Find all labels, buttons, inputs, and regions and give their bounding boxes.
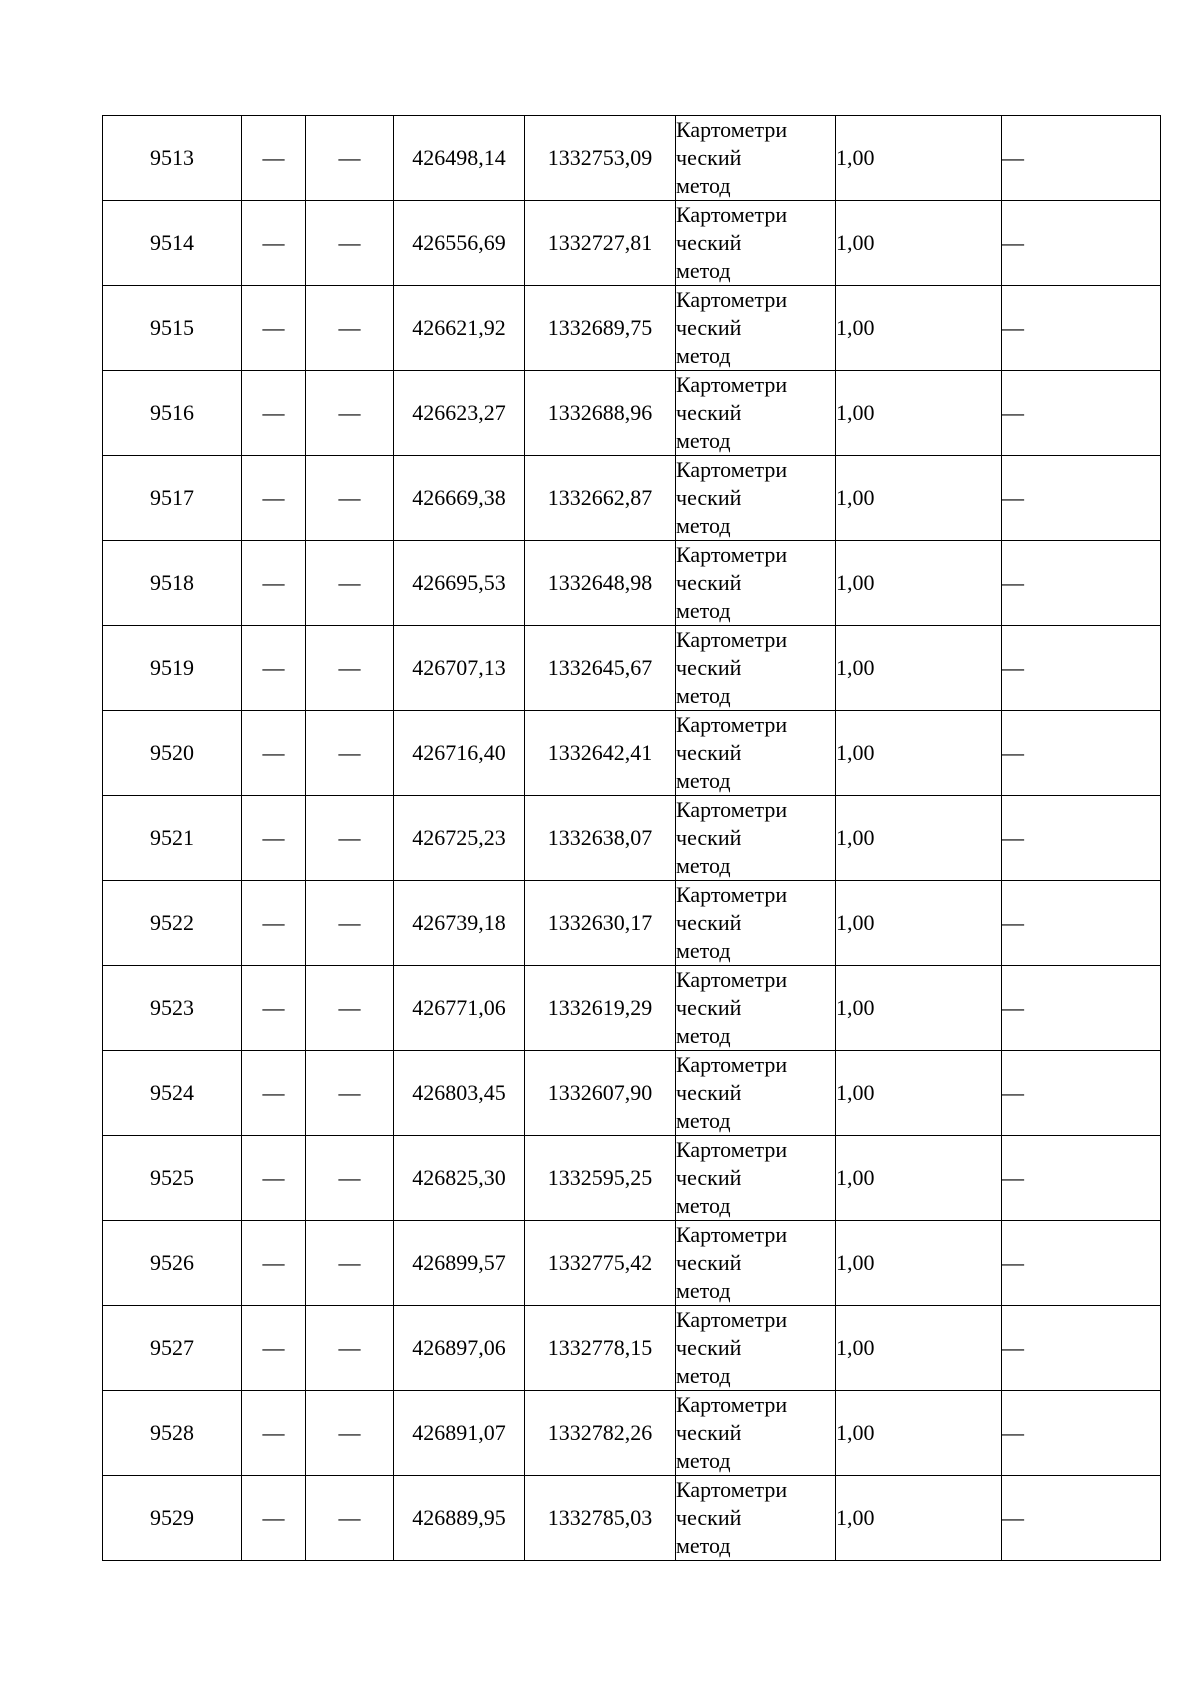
accuracy-cell: 1,00 <box>836 1306 1002 1391</box>
dash-cell: — <box>306 626 394 711</box>
dash-cell: — <box>1002 541 1161 626</box>
coordinates-table <box>102 115 1161 1561</box>
dash-cell: — <box>1002 881 1161 966</box>
dash-cell: — <box>306 966 394 1051</box>
accuracy-cell: 1,00 <box>836 711 1002 796</box>
accuracy-cell: 1,00 <box>836 456 1002 541</box>
table-row <box>103 541 1161 626</box>
x-coordinate-cell: 426498,14 <box>394 116 525 201</box>
dash-cell: — <box>1002 711 1161 796</box>
y-coordinate-cell: 1332775,42 <box>525 1221 676 1306</box>
dash-cell: — <box>242 1221 306 1306</box>
point-number-cell: 9513 <box>103 116 242 201</box>
accuracy-cell: 1,00 <box>836 1221 1002 1306</box>
y-coordinate-cell: 1332753,09 <box>525 116 676 201</box>
accuracy-cell: 1,00 <box>836 966 1002 1051</box>
dash-cell: — <box>306 796 394 881</box>
x-coordinate-cell: 426556,69 <box>394 201 525 286</box>
point-number-cell: 9516 <box>103 371 242 456</box>
dash-cell: — <box>306 1391 394 1476</box>
y-coordinate-cell: 1332638,07 <box>525 796 676 881</box>
dash-cell: — <box>242 286 306 371</box>
point-number-cell: 9515 <box>103 286 242 371</box>
table-row <box>103 1391 1161 1476</box>
dash-cell: — <box>1002 201 1161 286</box>
accuracy-cell: 1,00 <box>836 116 1002 201</box>
accuracy-cell: 1,00 <box>836 881 1002 966</box>
dash-cell: — <box>1002 796 1161 881</box>
dash-cell: — <box>306 456 394 541</box>
x-coordinate-cell: 426771,06 <box>394 966 525 1051</box>
table-body <box>103 116 1161 1561</box>
table-row <box>103 626 1161 711</box>
method-cell: Картометри ческий метод <box>676 1136 836 1221</box>
accuracy-cell: 1,00 <box>836 796 1002 881</box>
dash-cell: — <box>1002 1476 1161 1561</box>
table-row <box>103 1051 1161 1136</box>
point-number-cell: 9520 <box>103 711 242 796</box>
method-cell: Картометри ческий метод <box>676 1306 836 1391</box>
x-coordinate-cell: 426716,40 <box>394 711 525 796</box>
accuracy-cell: 1,00 <box>836 1051 1002 1136</box>
dash-cell: — <box>242 1136 306 1221</box>
method-cell: Картометри ческий метод <box>676 1476 836 1561</box>
dash-cell: — <box>1002 1391 1161 1476</box>
point-number-cell: 9527 <box>103 1306 242 1391</box>
point-number-cell: 9518 <box>103 541 242 626</box>
dash-cell: — <box>242 201 306 286</box>
table-row <box>103 881 1161 966</box>
dash-cell: — <box>1002 1306 1161 1391</box>
y-coordinate-cell: 1332778,15 <box>525 1306 676 1391</box>
dash-cell: — <box>242 881 306 966</box>
dash-cell: — <box>242 711 306 796</box>
dash-cell: — <box>306 116 394 201</box>
x-coordinate-cell: 426891,07 <box>394 1391 525 1476</box>
x-coordinate-cell: 426739,18 <box>394 881 525 966</box>
dash-cell: — <box>306 881 394 966</box>
y-coordinate-cell: 1332688,96 <box>525 371 676 456</box>
dash-cell: — <box>242 371 306 456</box>
dash-cell: — <box>242 1306 306 1391</box>
method-cell: Картометри ческий метод <box>676 881 836 966</box>
dash-cell: — <box>242 541 306 626</box>
point-number-cell: 9528 <box>103 1391 242 1476</box>
table-row <box>103 711 1161 796</box>
y-coordinate-cell: 1332782,26 <box>525 1391 676 1476</box>
table-row <box>103 116 1161 201</box>
x-coordinate-cell: 426621,92 <box>394 286 525 371</box>
table-row <box>103 286 1161 371</box>
table-row <box>103 201 1161 286</box>
x-coordinate-cell: 426897,06 <box>394 1306 525 1391</box>
y-coordinate-cell: 1332785,03 <box>525 1476 676 1561</box>
table-row <box>103 966 1161 1051</box>
method-cell: Картометри ческий метод <box>676 456 836 541</box>
method-cell: Картометри ческий метод <box>676 626 836 711</box>
method-cell: Картометри ческий метод <box>676 1391 836 1476</box>
dash-cell: — <box>306 1476 394 1561</box>
y-coordinate-cell: 1332642,41 <box>525 711 676 796</box>
y-coordinate-cell: 1332648,98 <box>525 541 676 626</box>
y-coordinate-cell: 1332689,75 <box>525 286 676 371</box>
accuracy-cell: 1,00 <box>836 1476 1002 1561</box>
dash-cell: — <box>1002 626 1161 711</box>
x-coordinate-cell: 426825,30 <box>394 1136 525 1221</box>
dash-cell: — <box>306 1051 394 1136</box>
method-cell: Картометри ческий метод <box>676 966 836 1051</box>
x-coordinate-cell: 426623,27 <box>394 371 525 456</box>
point-number-cell: 9519 <box>103 626 242 711</box>
accuracy-cell: 1,00 <box>836 541 1002 626</box>
x-coordinate-cell: 426889,95 <box>394 1476 525 1561</box>
dash-cell: — <box>1002 456 1161 541</box>
accuracy-cell: 1,00 <box>836 1391 1002 1476</box>
accuracy-cell: 1,00 <box>836 626 1002 711</box>
method-cell: Картометри ческий метод <box>676 201 836 286</box>
x-coordinate-cell: 426803,45 <box>394 1051 525 1136</box>
dash-cell: — <box>306 1136 394 1221</box>
method-cell: Картометри ческий метод <box>676 286 836 371</box>
point-number-cell: 9525 <box>103 1136 242 1221</box>
y-coordinate-cell: 1332645,67 <box>525 626 676 711</box>
y-coordinate-cell: 1332595,25 <box>525 1136 676 1221</box>
accuracy-cell: 1,00 <box>836 286 1002 371</box>
dash-cell: — <box>306 201 394 286</box>
point-number-cell: 9517 <box>103 456 242 541</box>
dash-cell: — <box>1002 286 1161 371</box>
table-row <box>103 1306 1161 1391</box>
dash-cell: — <box>306 1306 394 1391</box>
dash-cell: — <box>1002 371 1161 456</box>
dash-cell: — <box>1002 966 1161 1051</box>
dash-cell: — <box>242 1476 306 1561</box>
method-cell: Картометри ческий метод <box>676 116 836 201</box>
point-number-cell: 9514 <box>103 201 242 286</box>
table-row <box>103 1476 1161 1561</box>
x-coordinate-cell: 426725,23 <box>394 796 525 881</box>
dash-cell: — <box>306 711 394 796</box>
table-row <box>103 1221 1161 1306</box>
dash-cell: — <box>242 116 306 201</box>
table-row <box>103 1136 1161 1221</box>
dash-cell: — <box>306 1221 394 1306</box>
point-number-cell: 9524 <box>103 1051 242 1136</box>
dash-cell: — <box>1002 1051 1161 1136</box>
method-cell: Картометри ческий метод <box>676 541 836 626</box>
y-coordinate-cell: 1332619,29 <box>525 966 676 1051</box>
x-coordinate-cell: 426669,38 <box>394 456 525 541</box>
x-coordinate-cell: 426695,53 <box>394 541 525 626</box>
point-number-cell: 9529 <box>103 1476 242 1561</box>
method-cell: Картометри ческий метод <box>676 1051 836 1136</box>
table-row <box>103 456 1161 541</box>
point-number-cell: 9522 <box>103 881 242 966</box>
y-coordinate-cell: 1332727,81 <box>525 201 676 286</box>
y-coordinate-cell: 1332607,90 <box>525 1051 676 1136</box>
dash-cell: — <box>242 966 306 1051</box>
point-number-cell: 9521 <box>103 796 242 881</box>
table-row <box>103 796 1161 881</box>
y-coordinate-cell: 1332630,17 <box>525 881 676 966</box>
dash-cell: — <box>242 626 306 711</box>
accuracy-cell: 1,00 <box>836 1136 1002 1221</box>
dash-cell: — <box>306 541 394 626</box>
dash-cell: — <box>1002 1221 1161 1306</box>
table-row <box>103 371 1161 456</box>
method-cell: Картометри ческий метод <box>676 796 836 881</box>
dash-cell: — <box>1002 1136 1161 1221</box>
method-cell: Картометри ческий метод <box>676 371 836 456</box>
point-number-cell: 9523 <box>103 966 242 1051</box>
accuracy-cell: 1,00 <box>836 201 1002 286</box>
method-cell: Картометри ческий метод <box>676 711 836 796</box>
y-coordinate-cell: 1332662,87 <box>525 456 676 541</box>
accuracy-cell: 1,00 <box>836 371 1002 456</box>
dash-cell: — <box>242 456 306 541</box>
dash-cell: — <box>242 1391 306 1476</box>
dash-cell: — <box>1002 116 1161 201</box>
dash-cell: — <box>242 796 306 881</box>
x-coordinate-cell: 426899,57 <box>394 1221 525 1306</box>
point-number-cell: 9526 <box>103 1221 242 1306</box>
dash-cell: — <box>306 286 394 371</box>
x-coordinate-cell: 426707,13 <box>394 626 525 711</box>
dash-cell: — <box>306 371 394 456</box>
method-cell: Картометри ческий метод <box>676 1221 836 1306</box>
dash-cell: — <box>242 1051 306 1136</box>
